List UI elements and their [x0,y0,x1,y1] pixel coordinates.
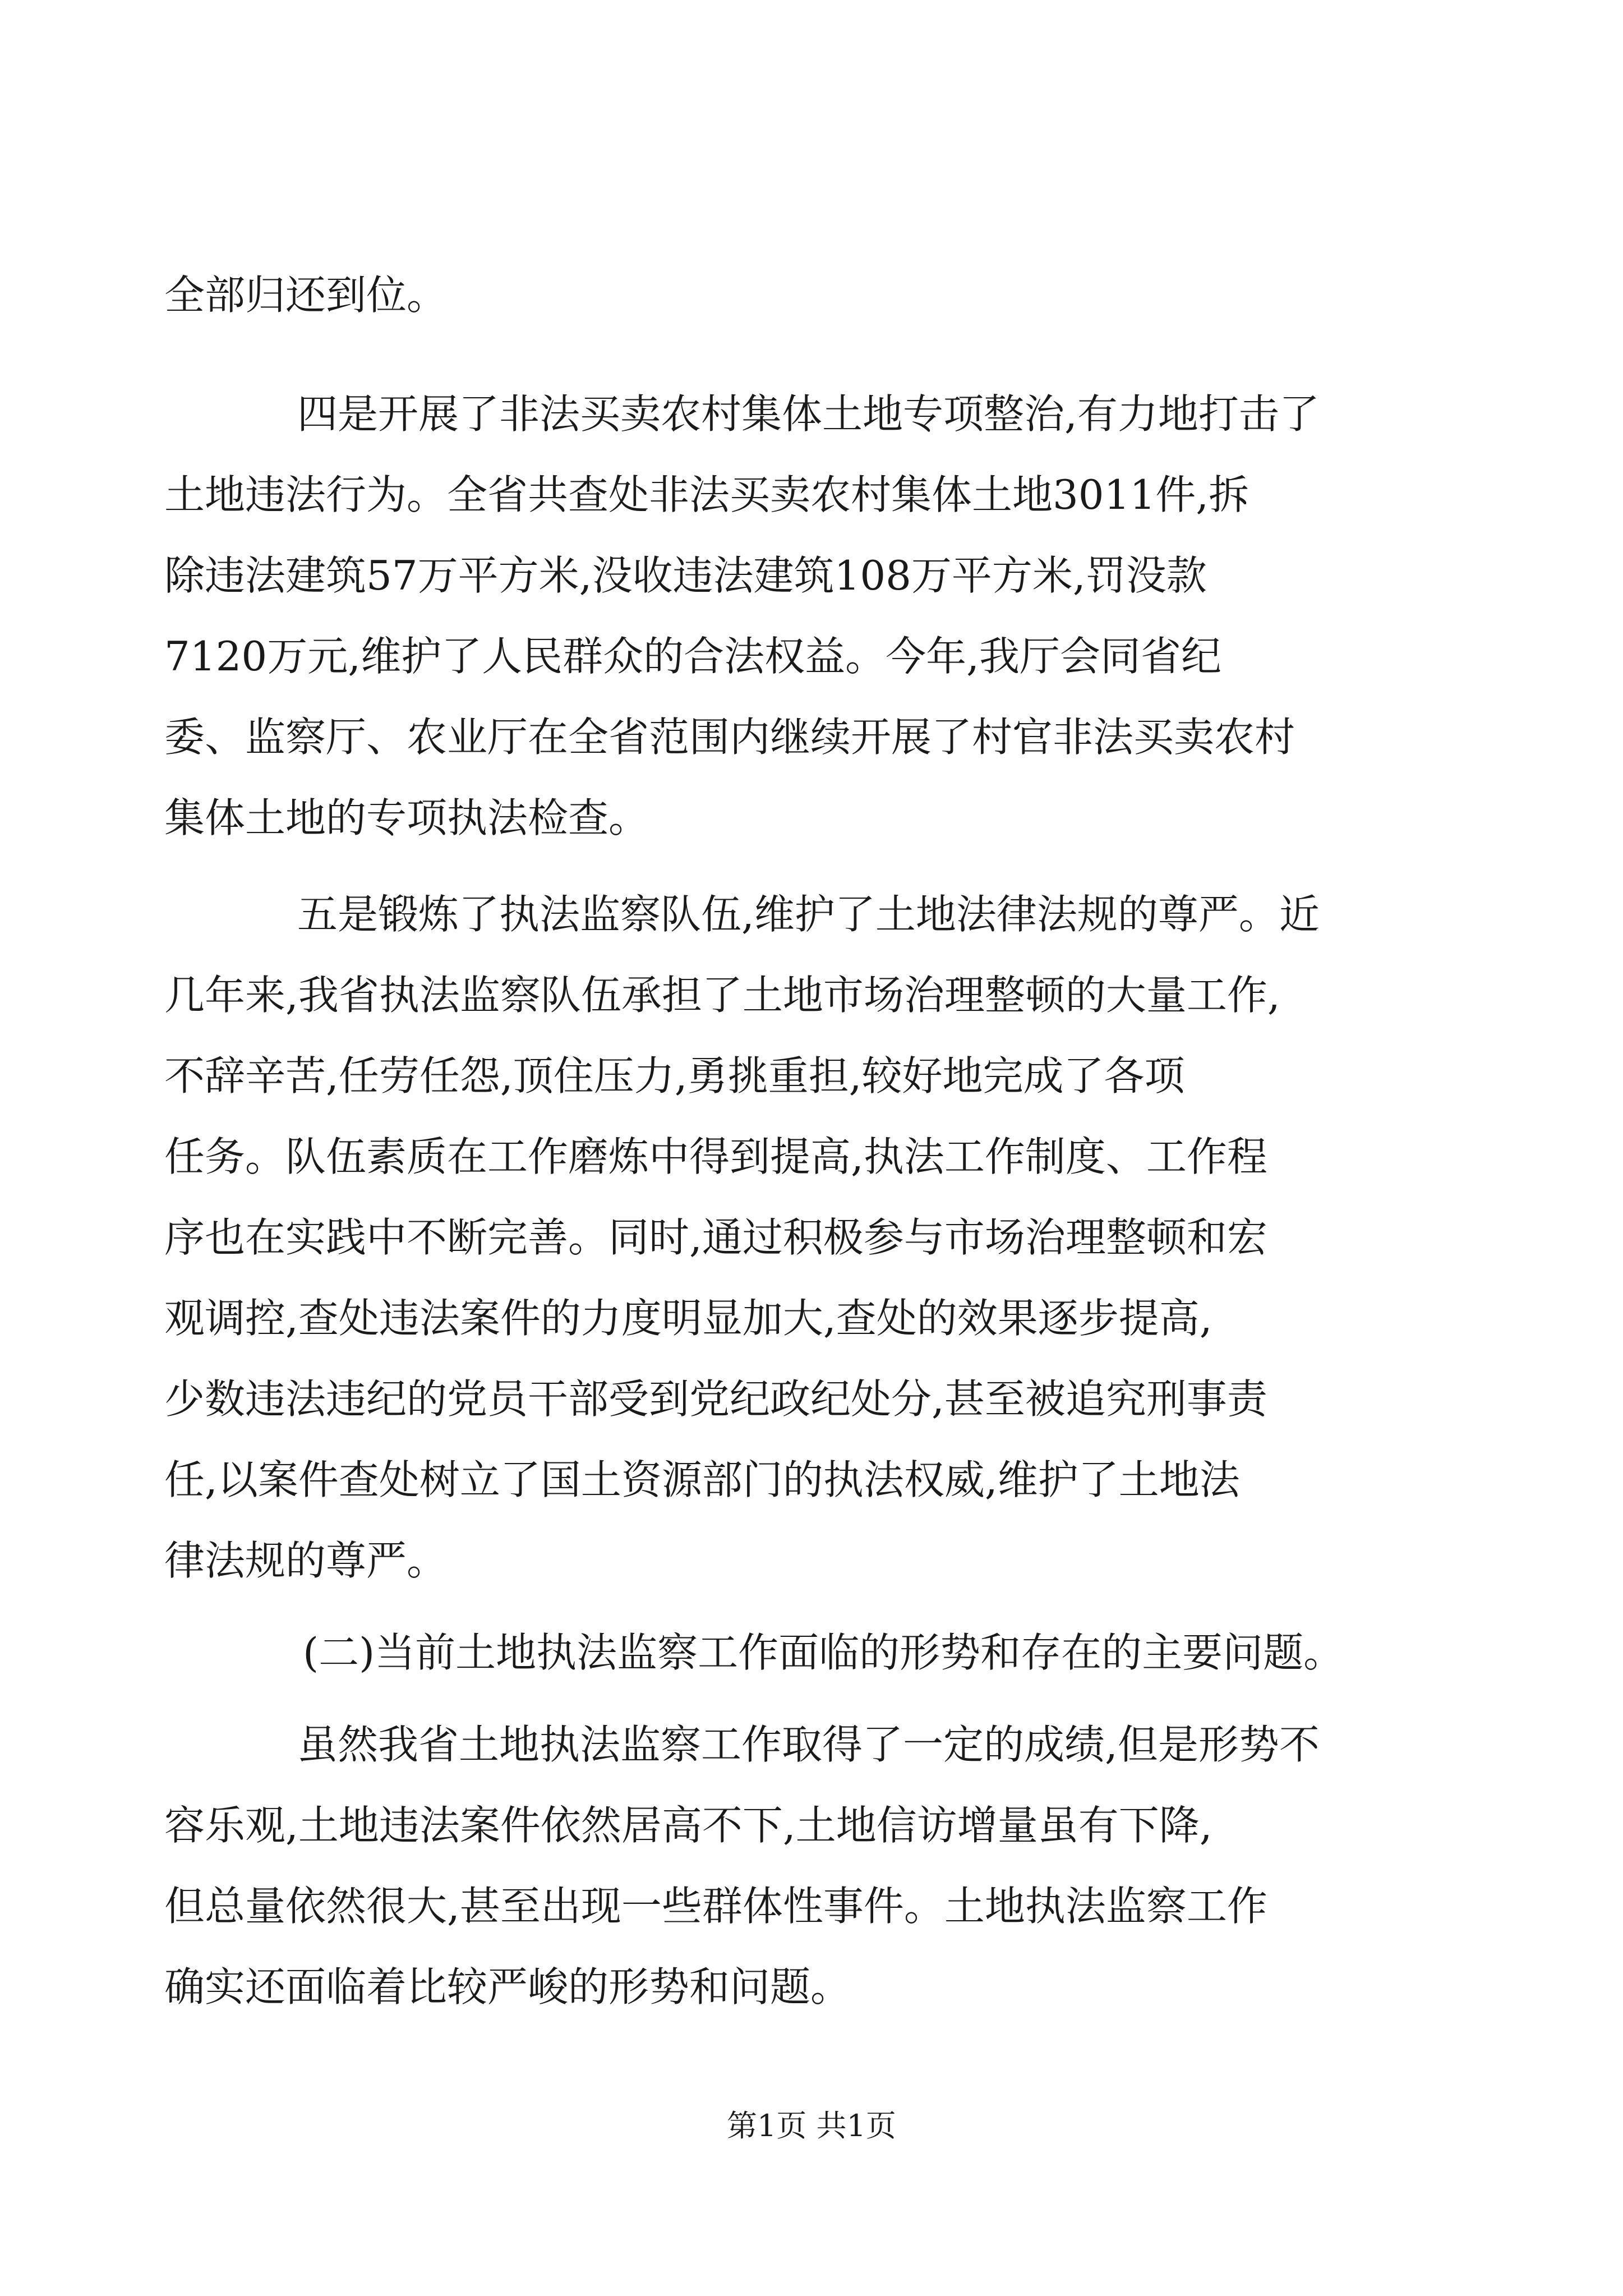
text-line: 7120万元,维护了人民群众的合法权益。今年,我厅会同省纪 [164,633,1222,680]
text-line: 委、监察厅、农业厅在全省范围内继续开展了村官非法买卖农村 [164,714,1295,761]
text-line: 集体土地的专项执法检查。 [164,794,649,841]
text-line: 确实还面临着比较严峻的形势和问题。 [164,1963,851,2010]
text-line: 观调控,查处违法案件的力度明显加大,查处的效果逐步提高, [164,1295,1212,1342]
text-line: 虽然我省土地执法监察工作取得了一定的成绩,但是形势不 [297,1721,1320,1768]
text-line: 任,以案件查处树立了国土资源部门的执法权威,维护了土地法 [164,1456,1240,1503]
text-line: 全部归还到位。 [164,272,448,319]
text-line: 五是锻炼了执法监察队伍,维护了土地法律法规的尊严。近 [297,891,1320,938]
text-line: 但总量依然很大,甚至出现一些群体性事件。土地执法监察工作 [164,1883,1267,1930]
text-line: 容乐观,土地违法案件依然居高不下,土地信访增量虽有下降, [164,1802,1212,1849]
text-line: 四是开展了非法买卖农村集体土地专项整治,有力地打击了 [297,390,1320,438]
section-heading: (二)当前土地执法监察工作面临的形势和存在的主要问题。 [303,1629,1344,1676]
text-line: 任务。队伍素质在工作磨炼中得到提高,执法工作制度、工作程 [164,1133,1267,1180]
page-footer: 第1页 共1页 [727,2108,896,2143]
text-line: 土地违法行为。全省共查处非法买卖农村集体土地3011件,拆 [164,471,1249,518]
text-line: 少数违法违纪的党员干部受到党纪政纪处分,甚至被追究刑事责 [164,1375,1267,1423]
text-line: 几年来,我省执法监察队伍承担了土地市场治理整顿的大量工作, [164,972,1280,1019]
text-line: 律法规的尊严。 [164,1537,448,1584]
text-line: 除违法建筑57万平方米,没收违法建筑108万平方米,罚没款 [164,552,1207,599]
text-line: 不辞辛苦,任劳任怨,顶住压力,勇挑重担,较好地完成了各项 [164,1052,1185,1099]
text-line: 序也在实践中不断完善。同时,通过积极参与市场治理整顿和宏 [164,1214,1267,1261]
